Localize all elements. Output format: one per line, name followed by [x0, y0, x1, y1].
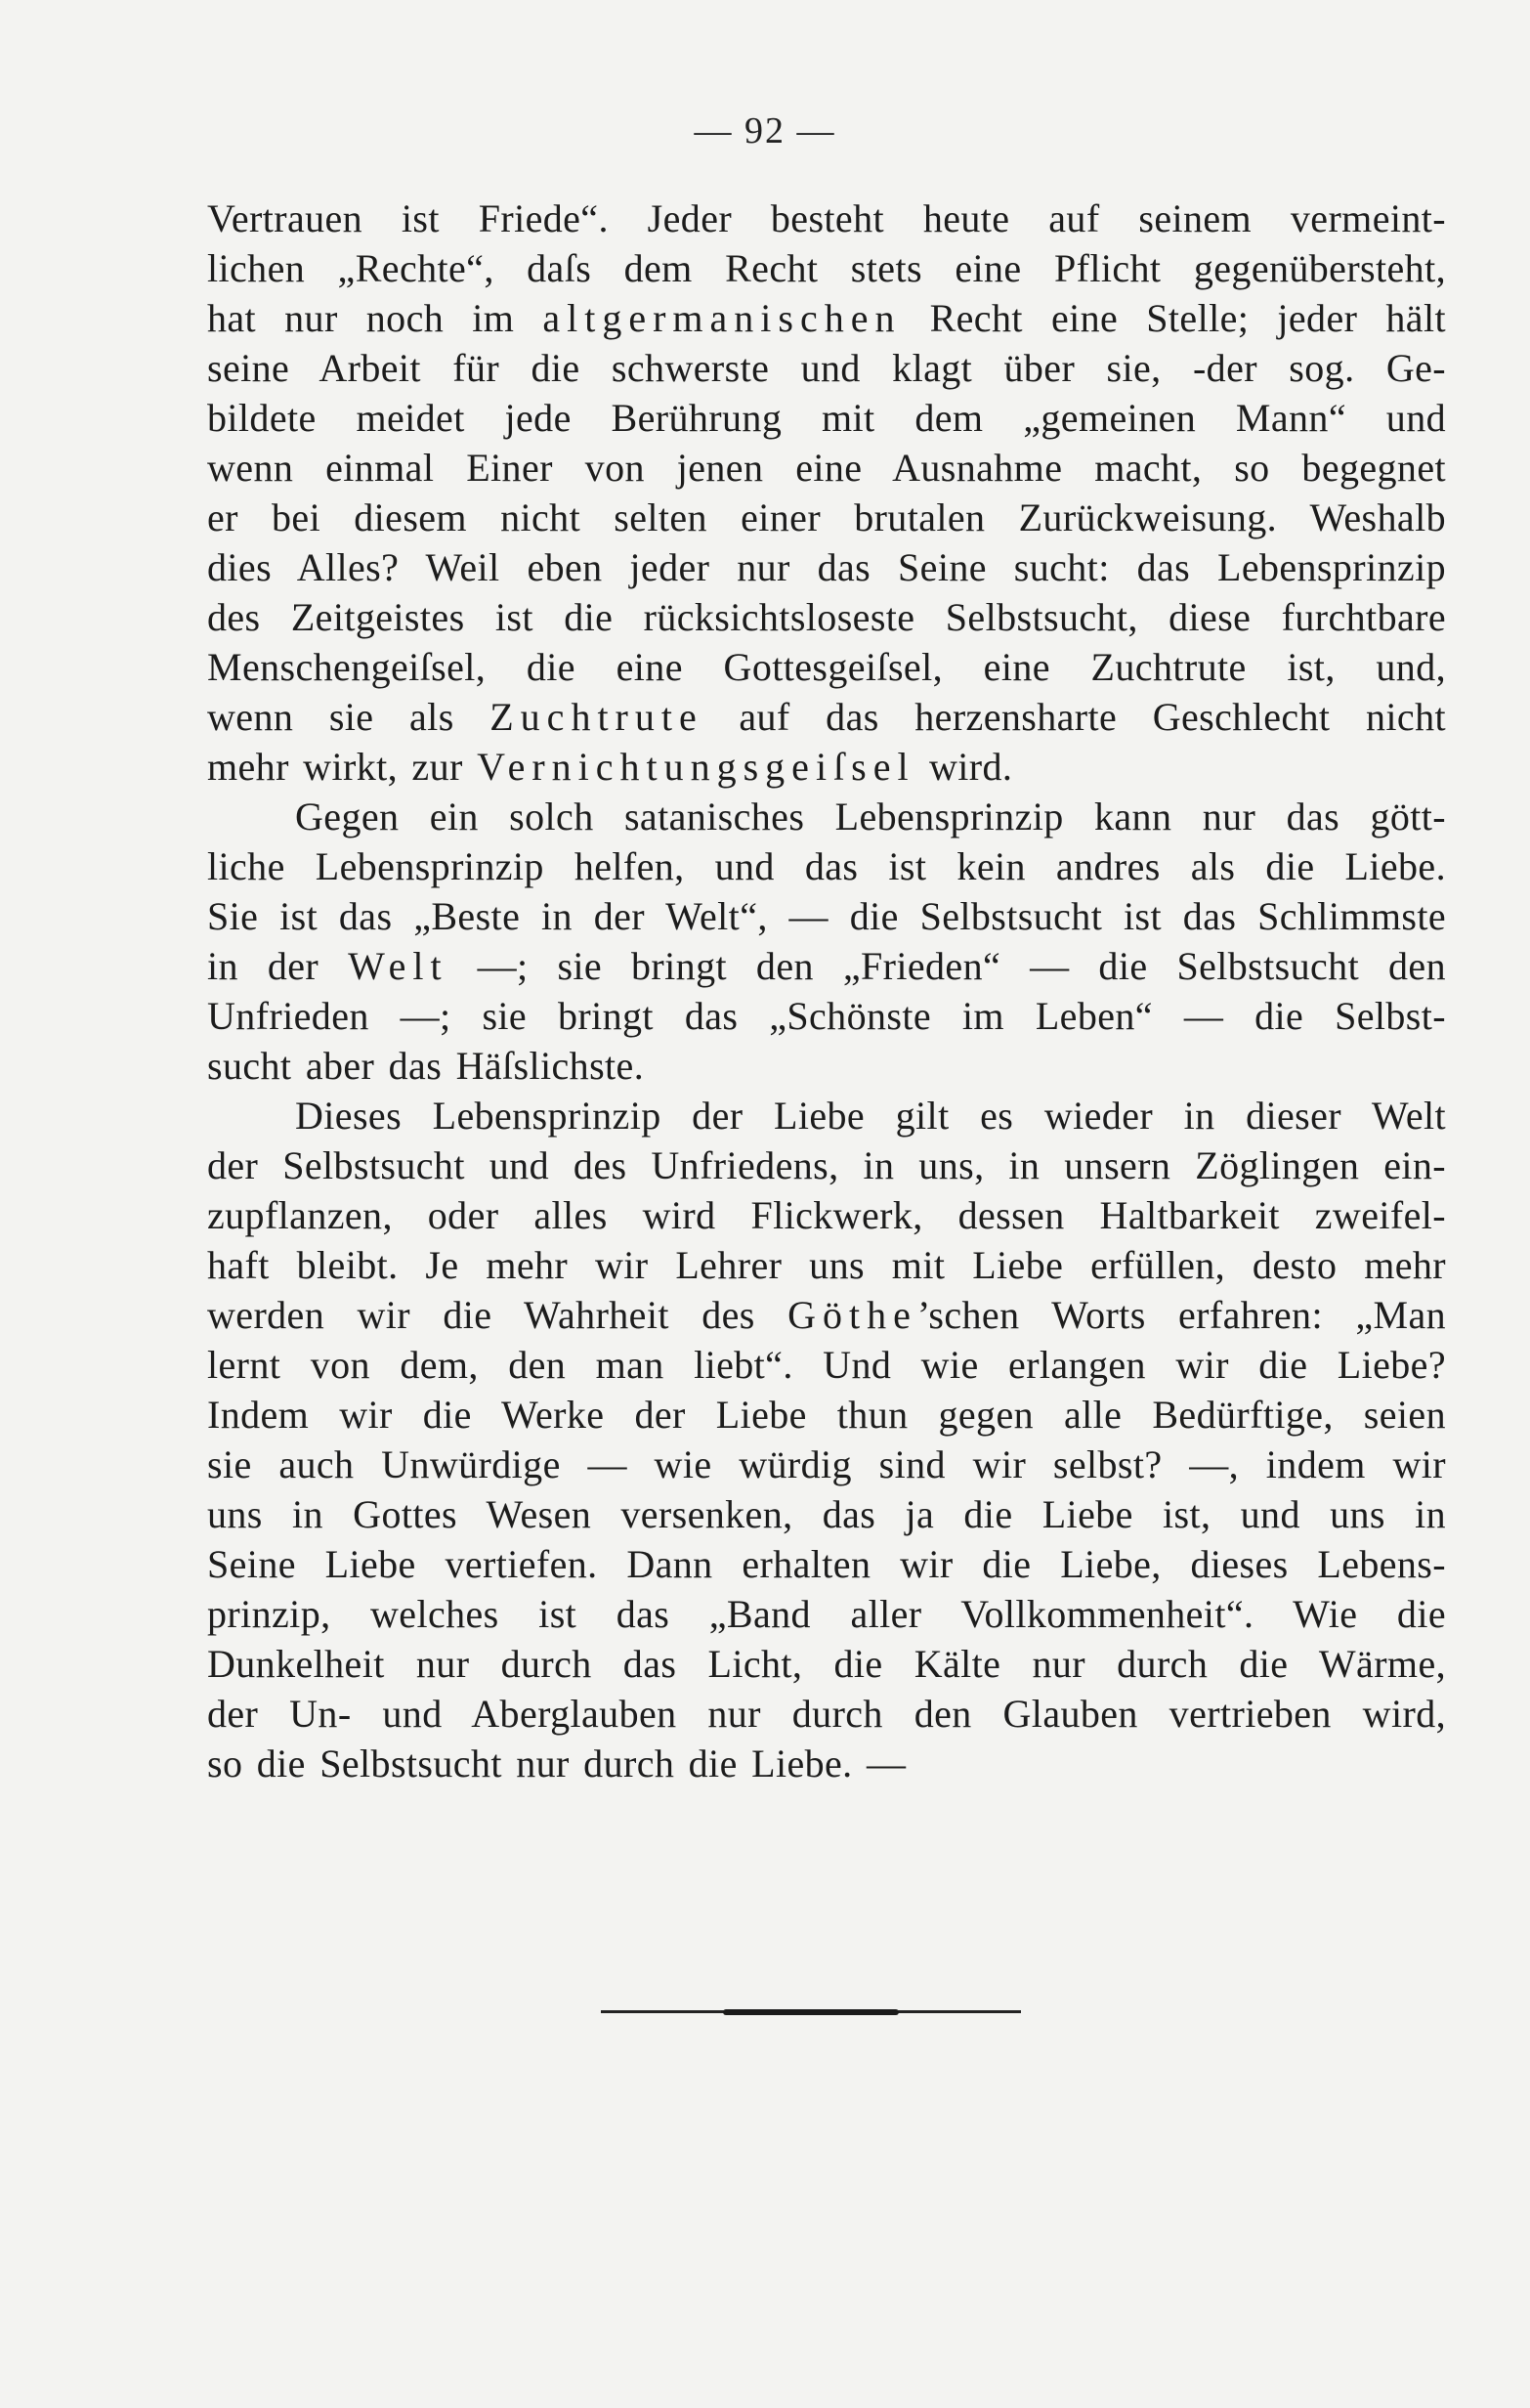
text-line: sucht aber das Häſslichste.: [207, 1044, 645, 1088]
text-line: so die Selbstsucht nur durch die Liebe. —: [207, 1742, 907, 1785]
text-segment: werden wir die Wahrheit des: [207, 1293, 788, 1337]
text-line: Gegen ein solch satanisches Lebensprinzip kann nur das gött-: [295, 795, 1446, 838]
text-line: sie auch Unwürdige — wie würdig sind wir selbst? —, indem wir: [207, 1442, 1446, 1486]
text-line: zupflanzen, oder alles wird Flickwerk, dessen Haltbarkeit zweifel-: [207, 1193, 1446, 1237]
text-line: bildete meidet jede Berührung mit dem „gemeinen Mann“ und: [207, 396, 1446, 440]
text-line: des Zeitgeistes ist die rücksichtsloseste Selbstsucht, diese furchtbare: [207, 595, 1446, 639]
text-line: lernt von dem, den man liebt“. Und wie erlangen wir die Liebe?: [207, 1343, 1446, 1387]
text-line: [207, 1290, 1446, 1340]
text-line: [207, 941, 1446, 991]
spaced-emphasis: Göthe: [787, 1293, 917, 1337]
text-segment: auf das herzensharte Geschlecht nicht: [702, 695, 1446, 739]
text-line: haft bleibt. Je mehr wir Lehrer uns mit Liebe erfüllen, desto mehr: [207, 1243, 1446, 1287]
text-line: lichen „Rechte“, daſs dem Recht stets eine Pflicht gegenübersteht,: [207, 246, 1446, 290]
page-number: — 92 —: [694, 110, 836, 151]
text-line: [207, 742, 1446, 792]
text-line: Indem wir die Werke der Liebe thun gegen alle Bedürftige, seien: [207, 1393, 1446, 1437]
text-line: dies Alles? Weil eben jeder nur das Seine sucht: das Lebensprinzip: [207, 545, 1446, 589]
text-line: Dieses Lebensprinzip der Liebe gilt es wieder in dieser Welt: [295, 1094, 1446, 1138]
spaced-emphasis: altgermanischen: [542, 296, 902, 340]
text-line: wenn einmal Einer von jenen eine Ausnahme macht, so begegnet: [207, 446, 1446, 490]
text-line: liche Lebensprinzip helfen, und das ist kein andres als die Liebe.: [207, 844, 1446, 888]
spaced-emphasis: Welt: [348, 944, 448, 988]
spaced-emphasis: Vernichtungsgeiſsel: [477, 745, 915, 789]
text-segment: mehr wirkt, zur: [207, 745, 478, 789]
text-segment: hat nur noch im: [207, 296, 543, 340]
text-line: Unfrieden —; sie bringt das „Schönste im Leben“ — die Selbst-: [207, 994, 1446, 1038]
text-line: uns in Gottes Wesen versenken, das ja die Liebe ist, und uns in: [207, 1492, 1446, 1536]
text-segment: —; sie bringt den „Frieden“ — die Selbstsucht den: [447, 944, 1446, 988]
text-segment: in der: [207, 944, 349, 988]
text-segment: ’schen Worts erfahren: „Man: [916, 1293, 1446, 1337]
text-line: der Selbstsucht und des Unfriedens, in uns, in unsern Zöglingen ein-: [207, 1143, 1446, 1187]
section-divider-swell: [723, 2009, 899, 2015]
text-line: er bei diesem nicht selten einer brutalen Zurückweisung. Weshalb: [207, 495, 1446, 539]
text-line: Dunkelheit nur durch das Licht, die Kälte nur durch die Wärme,: [207, 1642, 1446, 1686]
body-text: [207, 194, 1446, 1788]
text-line: der Un- und Aberglauben nur durch den Glauben vertrieben wird,: [207, 1692, 1446, 1736]
text-line: seine Arbeit für die schwerste und klagt über sie, -der sog. Ge-: [207, 346, 1446, 390]
text-segment: wird.: [914, 745, 1013, 789]
text-line: Seine Liebe vertiefen. Dann erhalten wir die Liebe, dieses Lebens-: [207, 1542, 1446, 1586]
text-segment: Recht eine Stelle; jeder hält: [901, 296, 1446, 340]
text-line: [207, 293, 1446, 343]
spaced-emphasis: Zuchtrute: [489, 695, 703, 739]
text-line: prinzip, welches ist das „Band aller Vollkommenheit“. Wie die: [207, 1592, 1446, 1636]
text-line: Menschengeiſsel, die eine Gottesgeiſsel, eine Zuchtrute ist, und,: [207, 645, 1446, 689]
text-line: Vertrauen ist Friede“. Jeder besteht heute auf seinem vermeint-: [207, 196, 1446, 240]
text-segment: wenn sie als: [207, 695, 490, 739]
text-line: [207, 692, 1446, 742]
text-line: Sie ist das „Beste in der Welt“, — die Selbstsucht ist das Schlimmste: [207, 894, 1446, 938]
